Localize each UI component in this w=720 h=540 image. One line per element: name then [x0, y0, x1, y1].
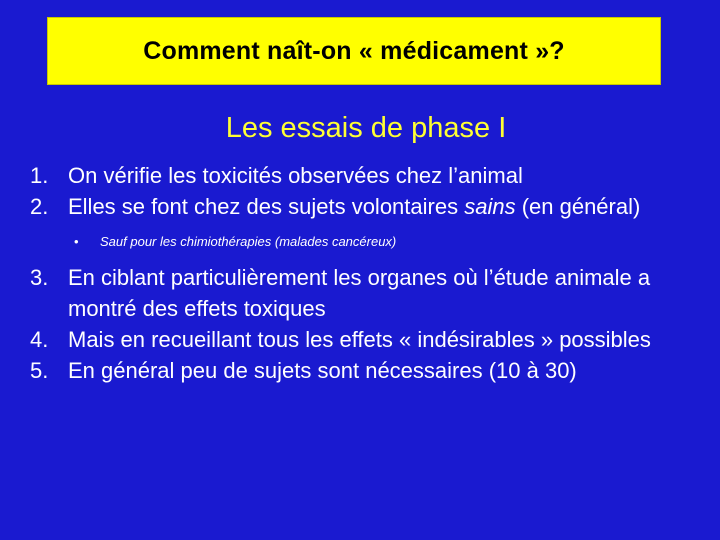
list-item-text: On vérifie les toxicités observées chez l’animal	[68, 163, 523, 188]
list-item	[30, 355, 690, 386]
list-item	[30, 262, 690, 324]
list-item	[30, 191, 690, 222]
list-item-number: 5.	[30, 358, 49, 383]
list-item	[30, 160, 690, 191]
list-item-number: 2.	[30, 194, 49, 219]
list-item-text: Mais en recueillant tous les effets « indésirables » possibles	[68, 327, 651, 352]
list-item-text-start: Elles se font chez des sujets volontaires	[68, 194, 465, 219]
list-item-text-end: (en général)	[515, 194, 641, 219]
slide-subtitle: Les essais de phase I	[225, 112, 507, 144]
list-item-number: 1.	[30, 163, 49, 188]
list-item-emphasis: sains	[464, 194, 516, 219]
sub-bullet-text: Sauf pour les chimiothérapies (malades cancéreux)	[100, 234, 397, 249]
slide-title: Comment naît-on « médicament »?	[143, 36, 565, 65]
list-item-text: En général peu de sujets sont nécessaires (10 à 30)	[68, 358, 577, 383]
list-item-number: 3.	[30, 265, 49, 290]
list-item-text: En ciblant particulièrement les organes où l’étude animale a montré des effets toxiques	[68, 265, 651, 321]
list-item-number: 4.	[30, 327, 49, 352]
bullet-marker: •	[74, 234, 79, 249]
list-item	[30, 324, 690, 355]
title-box	[47, 17, 661, 85]
sub-bullet-item	[30, 230, 690, 254]
numbered-list	[30, 160, 690, 386]
